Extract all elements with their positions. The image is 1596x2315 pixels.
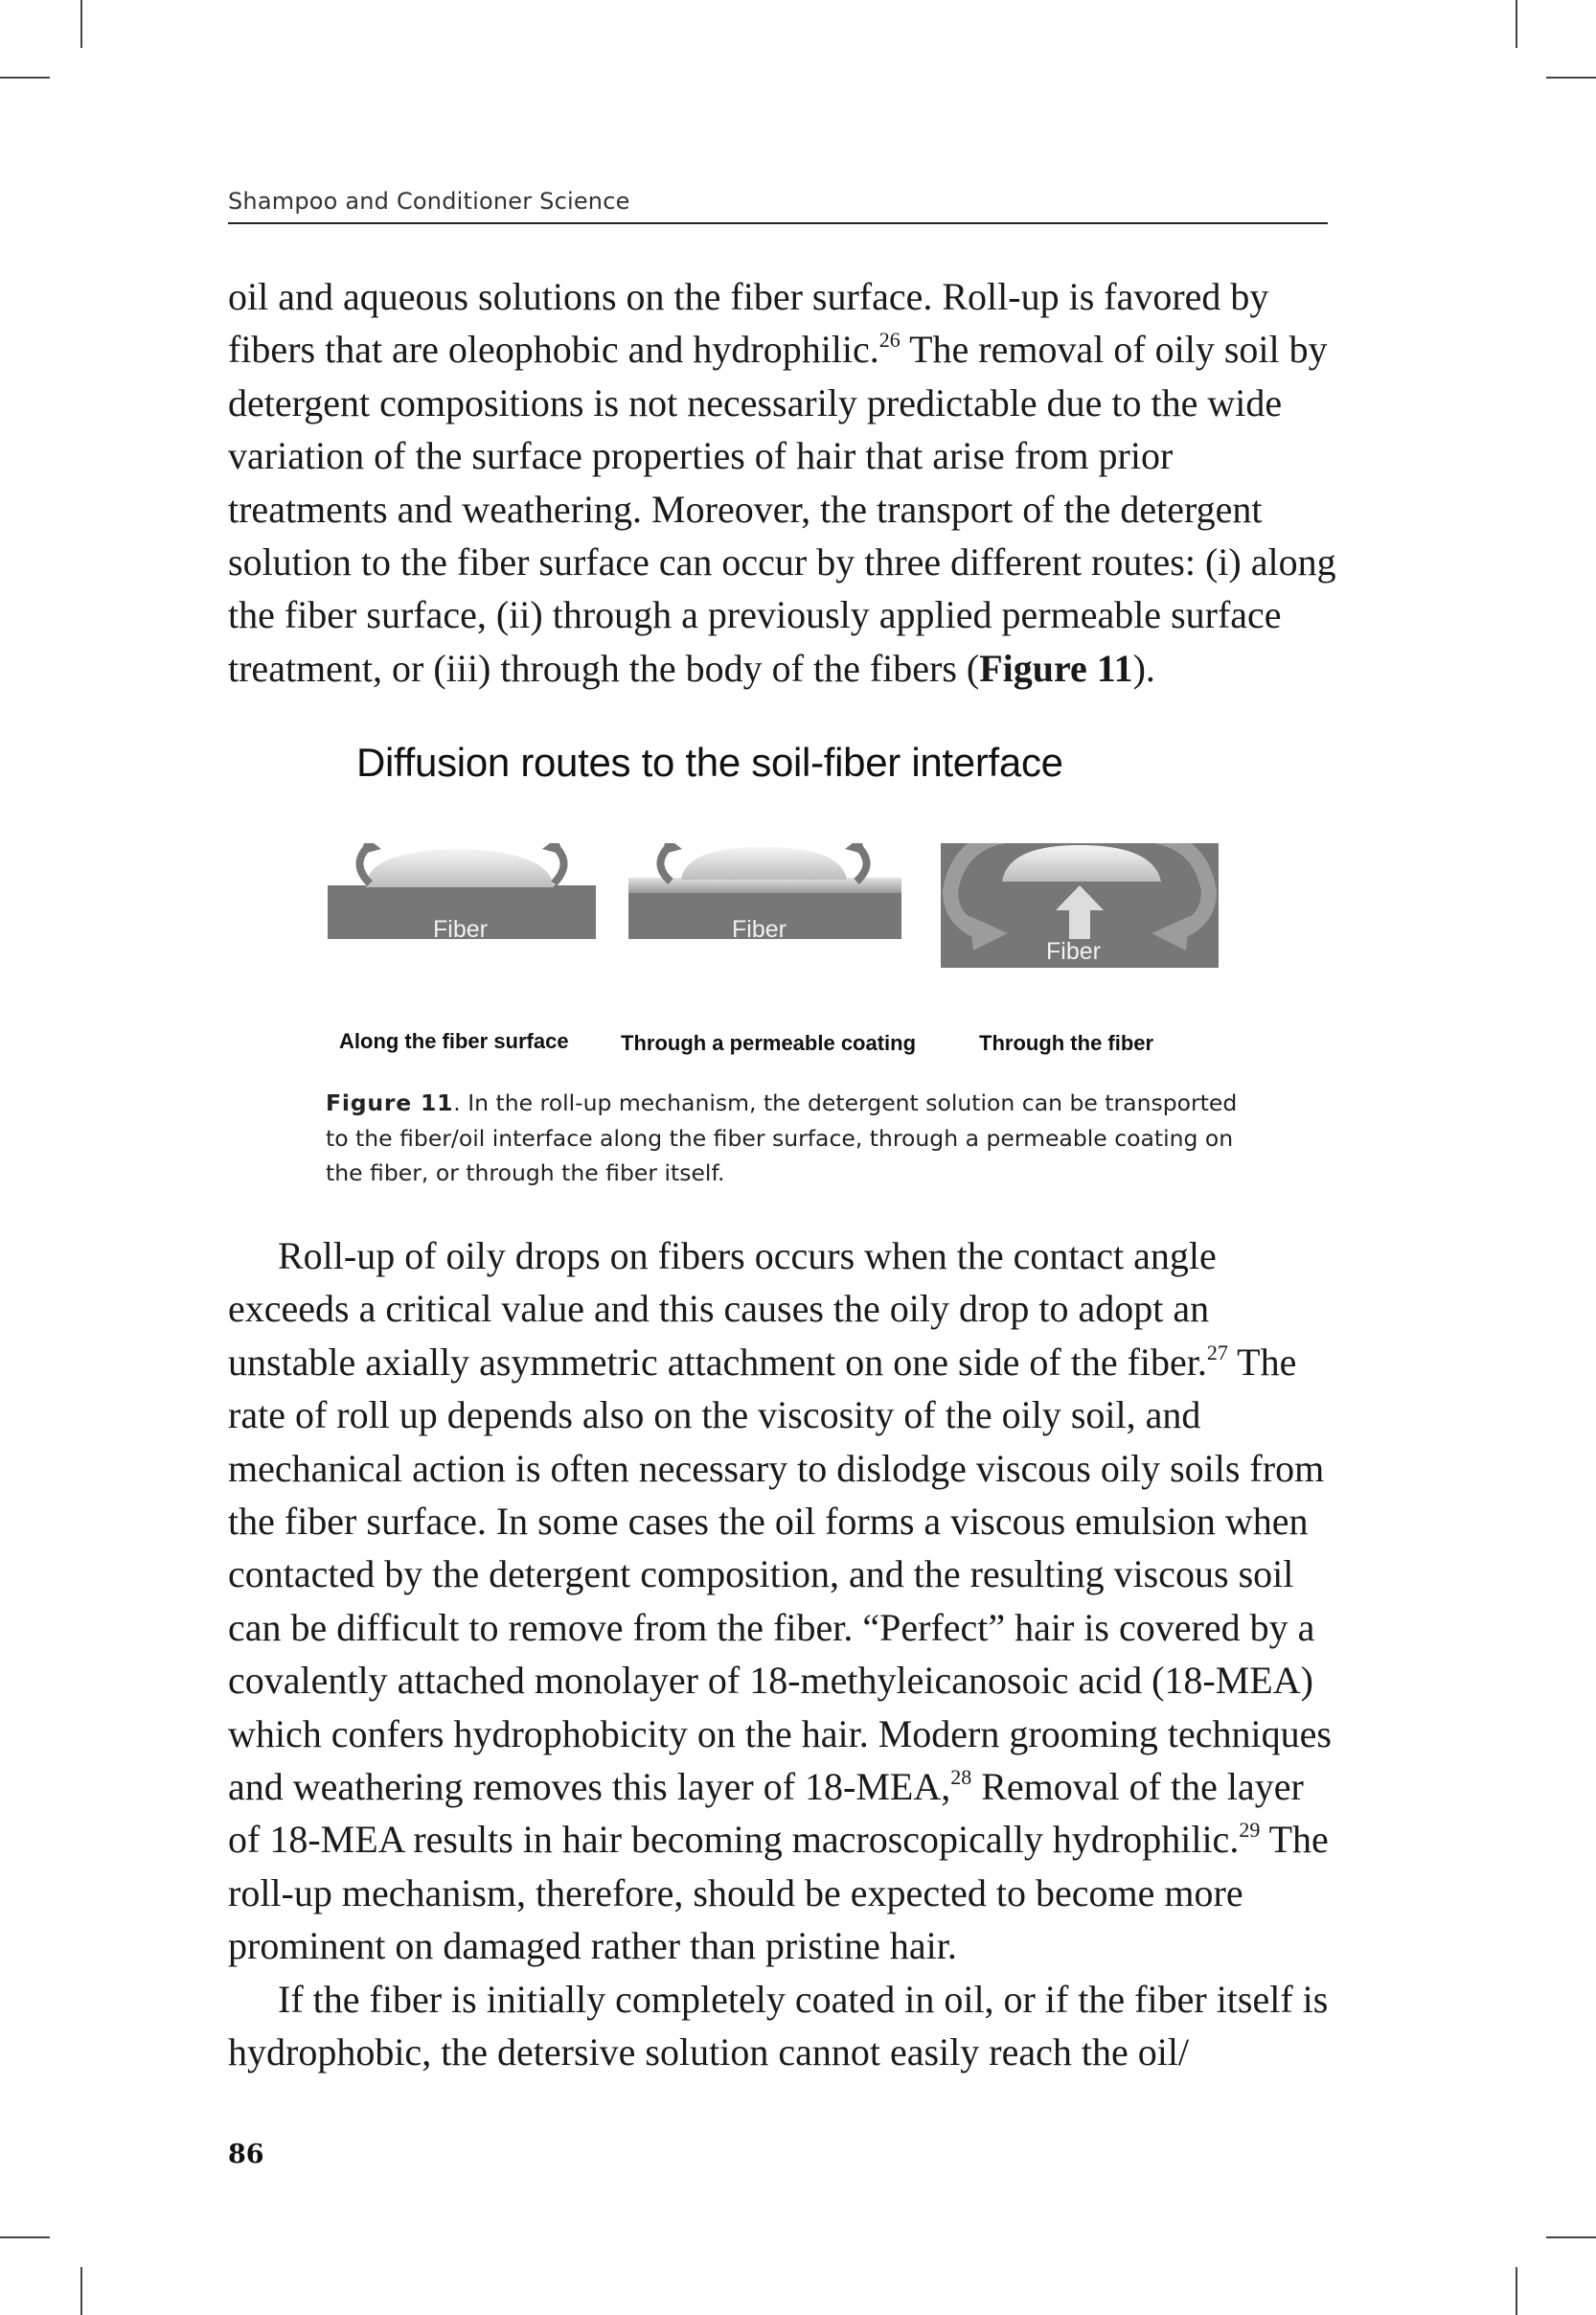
figure-11 [316,728,1255,1055]
crop-mark [0,2236,50,2238]
body-paragraph-3: If the fiber is initially completely coated in oil, or if the fiber itself is hydrophobic, the detersive solution cannot easily reach the oil/ [228,1977,1329,2074]
crop-mark [1546,2236,1596,2238]
reference-superscript: 26 [878,328,901,353]
figure-caption [326,1086,1265,1191]
crop-mark [0,77,50,79]
caption-label: Figure 11 [326,1089,454,1116]
route-label-through-fiber: Through the fiber [979,1031,1154,1055]
panel-along-surface [328,843,596,943]
crop-mark [80,0,82,48]
figure-reference: Figure 11 [979,646,1133,690]
crop-mark [1516,2267,1517,2315]
fiber-label: Fiber [433,916,488,943]
page-number: 86 [228,2140,264,2169]
body-paragraph-2: Roll-up of oily drops on fibers occurs when the contact angle exceeds a critical value and this causes the oily drop to adopt an unstable axially asymmetric attachment on one side of the fiber.$^{27}$ The rate of roll up depends also on the viscosity of the oily soil, and mechanical action is often necessary to dislodge viscous oily soils from the fiber surface. In some cases the oil forms a viscous emulsion when contacted by the detergent composition, and the resulting viscous soil can be difficult to remove from the fiber. “Perfect” hair is covered by a covalently attached monolayer of 18-methyleicanosoic acid (18-MEA) which confers hydrophobicity on the hair. Modern grooming techniques and weathering removes this layer of 18-MEA,$^{28}$ Removal of the layer of 18-MEA results in hair becoming macroscopically hydrophilic.$^{29}$ The roll-up mechanism, therefore, should be expected to become more prominent on damaged rather than pristine hair. If the fiber is initially completely coated in oil, or if the fiber itself is hydrophobic, the detersive solution cannot easily reach the oil/ [228,1229,1339,2079]
fiber-label: Fiber [732,916,787,943]
figure-title: Diffusion routes to the soil-fiber interface [356,740,1063,785]
caption-text: . In the roll-up mechanism, the detergent solution can be transported to the fiber/oil interface along the fiber surface, through a permeable coating on the fiber, or through the fiber itself. [326,1089,1238,1186]
panel-permeable-coating [628,843,901,943]
panel-through-fiber [941,843,1219,968]
reference-superscript: 28 [950,1765,972,1790]
body-paragraph-1: oil and aqueous solutions on the fiber surface. Roll-up is favored by fibers that are oleophobic and hydrophilic.$^{26}$ The removal of oily soil by detergent compositions is not necessarily predictable due to the wide variation of the surface properties of hair that arise from prior treatments and weathering. Moreover, the transport of the detergent solution to the fiber surface can occur by three different routes: (i) along the fiber surface, (ii) through a previously applied permeable surface treatment, or (iii) through the body of the fibers (Figure 11). [228,275,1336,690]
running-head: Shampoo and Conditioner Science [228,188,1328,224]
route-label-permeable-coating: Through a permeable coating [621,1031,917,1055]
reference-superscript: 29 [1239,1818,1261,1843]
fiber-label: Fiber [1046,938,1101,965]
crop-mark [1516,0,1517,48]
route-label-along-surface: Along the fiber surface [339,1029,569,1053]
crop-mark [1546,77,1596,79]
reference-superscript: 27 [1206,1340,1228,1364]
crop-mark [80,2267,82,2315]
